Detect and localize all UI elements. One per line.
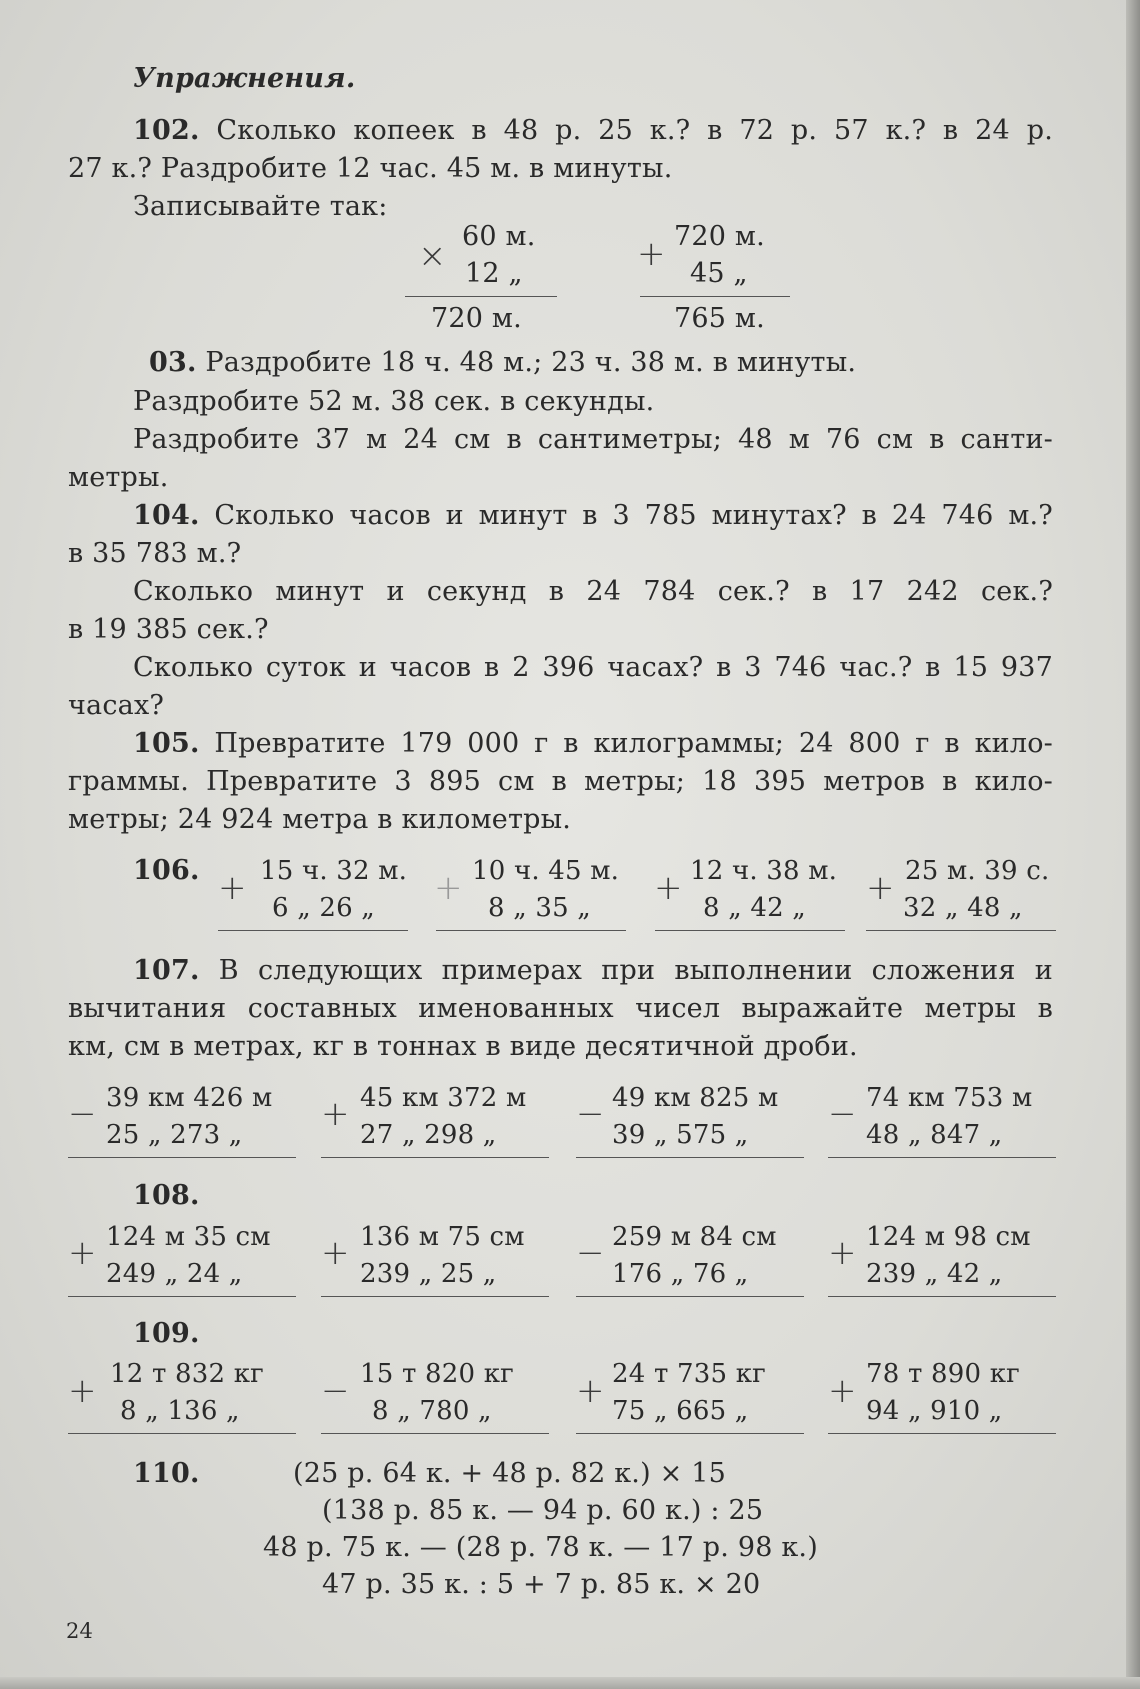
ex106-a-4: 25 м. 39 с. (905, 856, 1050, 886)
ex104-text1: Сколько часов и минут в 3 785 минутах? в 24 746 м.? (214, 500, 1053, 531)
ex106-a-3: 12 ч. 38 м. (690, 856, 838, 886)
ex108-sign-1: + (68, 1233, 97, 1273)
ex108-sign-2: + (321, 1233, 350, 1273)
mul-operand-b: 12 „ (465, 258, 523, 289)
ex109-sign-1: + (68, 1371, 97, 1411)
ex107-rule-3 (576, 1157, 804, 1158)
ex108-a-4: 124 м 98 см (866, 1222, 1031, 1252)
ex102-number: 102. (133, 115, 200, 146)
ex110-expr-2: (138 р. 85 к. — 94 р. 60 к.) : 25 (322, 1495, 764, 1526)
ex110-expr-4: 47 р. 35 к. : 5 + 7 р. 85 к. × 20 (322, 1569, 761, 1600)
ex107-a-3: 49 км 825 м (612, 1083, 779, 1113)
ex108-a-2: 136 м 75 см (360, 1222, 525, 1252)
ex105-line2: граммы. Превратите 3 895 см в метры; 18 395 метров в кило- (68, 766, 1053, 797)
ex104-line4: в 19 385 сек.? (68, 614, 269, 645)
ex108-rule-2 (321, 1296, 549, 1297)
ex104-line2: в 35 783 м.? (68, 538, 242, 569)
ex108-number: 108. (133, 1180, 200, 1211)
ex104-line6: часах? (68, 690, 165, 721)
ex107-sign-3: − (576, 1094, 605, 1134)
ex107-number: 107. (133, 955, 200, 986)
ex107-a-2: 45 км 372 м (360, 1083, 527, 1113)
ex109-a-1: 12 т 832 кг (110, 1359, 264, 1389)
ex106-rule-3 (655, 930, 845, 931)
ex104-line3: Сколько минут и секунд в 24 784 сек.? в 17 242 сек.? (133, 576, 1053, 607)
ex109-sign-4: + (828, 1371, 857, 1411)
mul-operand-a: 60 м. (462, 221, 536, 252)
ex108-rule-1 (68, 1296, 296, 1297)
ex104-line5: Сколько суток и часов в 2 396 часах? в 3 746 час.? в 15 937 (133, 652, 1053, 683)
ex107-sign-1: − (68, 1094, 97, 1134)
ex107-a-4: 74 км 753 м (866, 1083, 1033, 1113)
ex106-sign-4: + (866, 868, 895, 908)
ex107-b-4: 48 „ 847 „ (866, 1120, 1003, 1150)
ex106-sign-1: + (218, 868, 247, 908)
ex105-text1: Превратите 179 000 г в килограммы; 24 800 г в кило- (214, 728, 1053, 759)
ex106-rule-2 (436, 930, 626, 931)
ex102-line2: 27 к.? Раздробите 12 час. 45 м. в минуты. (68, 153, 673, 184)
ex107-rule-2 (321, 1157, 549, 1158)
add-rule (640, 296, 790, 297)
ex103-line1 (149, 347, 856, 379)
ex109-a-3: 24 т 735 кг (612, 1359, 766, 1389)
add-operand-b: 45 „ (690, 258, 748, 289)
page-edge-shadow (1126, 0, 1140, 1689)
ex106-a-2: 10 ч. 45 м. (472, 856, 620, 886)
ex108-rule-3 (576, 1296, 804, 1297)
ex106-b-2: 8 „ 35 „ (488, 893, 591, 923)
ex107-a-1: 39 км 426 м (106, 1083, 273, 1113)
add-operand-a: 720 м. (674, 221, 765, 252)
ex108-b-1: 249 „ 24 „ (106, 1259, 243, 1289)
ex106-b-3: 8 „ 42 „ (703, 893, 806, 923)
ex109-rule-2 (321, 1433, 549, 1434)
ex110-number: 110. (133, 1458, 200, 1489)
ex109-sign-2: − (321, 1371, 350, 1411)
ex107-rule-1 (68, 1157, 296, 1158)
ex109-b-3: 75 „ 665 „ (612, 1396, 749, 1426)
ex108-b-2: 239 „ 25 „ (360, 1259, 497, 1289)
ex103-number: 03. (149, 347, 197, 378)
ex109-rule-3 (576, 1433, 804, 1434)
ex108-sign-3: − (576, 1233, 605, 1273)
ex109-b-4: 94 „ 910 „ (866, 1396, 1003, 1426)
ex106-b-1: 6 „ 26 „ (272, 893, 375, 923)
ex108-b-4: 239 „ 42 „ (866, 1259, 1003, 1289)
ex103-text1: Раздробите 18 ч. 48 м.; 23 ч. 38 м. в минуты. (205, 347, 857, 378)
ex102-note: Записывайте так: (133, 191, 388, 222)
ex109-number: 109. (133, 1318, 200, 1349)
ex107-text1: В следующих примерах при выполнении сложения и (218, 955, 1053, 986)
ex108-b-3: 176 „ 76 „ (612, 1259, 749, 1289)
mul-result: 720 м. (431, 303, 522, 334)
mul-rule (405, 296, 557, 297)
ex109-rule-1 (68, 1433, 296, 1434)
ex103-line2: Раздробите 52 м. 38 сек. в секунды. (133, 386, 655, 417)
ex107-b-1: 25 „ 273 „ (106, 1120, 243, 1150)
plus-sign: + (637, 234, 666, 274)
ex106-rule-1 (218, 930, 408, 931)
ex107-sign-2: + (321, 1094, 350, 1134)
page-bottom-edge (0, 1677, 1140, 1689)
ex109-b-1: 8 „ 136 „ (120, 1396, 240, 1426)
ex107-b-3: 39 „ 575 „ (612, 1120, 749, 1150)
ex107-sign-4: − (828, 1094, 857, 1134)
ex104-line1 (133, 500, 1053, 532)
ex107-line2: вычитания составных именованных чисел выражайте метры в (68, 993, 1053, 1024)
ex109-b-2: 8 „ 780 „ (372, 1396, 492, 1426)
ex110-expr-3: 48 р. 75 к. — (28 р. 78 к. — 17 р. 98 к.) (263, 1532, 818, 1563)
ex108-a-1: 124 м 35 см (106, 1222, 271, 1252)
ex104-number: 104. (133, 500, 200, 531)
section-heading: Упражнения. (133, 63, 356, 94)
ex109-rule-4 (828, 1433, 1056, 1434)
ex109-a-4: 78 т 890 кг (866, 1359, 1020, 1389)
ex105-line1 (133, 728, 1053, 760)
ex108-rule-4 (828, 1296, 1056, 1297)
ex103-line3: Раздробите 37 м 24 см в сантиметры; 48 м 76 см в санти- (133, 424, 1053, 455)
ex109-sign-3: + (576, 1371, 605, 1411)
ex106-rule-4 (866, 930, 1056, 931)
page-number: 24 (66, 1619, 94, 1643)
ex102-line1 (133, 115, 1053, 147)
ex107-rule-4 (828, 1157, 1056, 1158)
ex107-b-2: 27 „ 298 „ (360, 1120, 497, 1150)
ex106-sign-3: + (654, 868, 683, 908)
ex106-b-4: 32 „ 48 „ (903, 893, 1023, 923)
ex108-a-3: 259 м 84 см (612, 1222, 777, 1252)
add-result: 765 м. (674, 303, 765, 334)
ex106-a-1: 15 ч. 32 м. (260, 856, 408, 886)
ex110-expr-1: (25 р. 64 к. + 48 р. 82 к.) × 15 (293, 1458, 726, 1489)
ex106-sign-2: + (434, 868, 463, 908)
ex102-text1: Сколько копеек в 48 р. 25 к.? в 72 р. 57 к.? в 24 р. (216, 115, 1053, 146)
ex105-number: 105. (133, 728, 200, 759)
ex103-line4: метры. (68, 462, 169, 493)
multiply-sign: × (418, 236, 447, 276)
ex109-a-2: 15 т 820 кг (360, 1359, 514, 1389)
ex107-line1 (133, 955, 1053, 987)
ex107-line3: км, см в метрах, кг в тоннах в виде десятичной дроби. (68, 1031, 858, 1062)
ex105-line3: метры; 24 924 метра в километры. (68, 804, 572, 835)
ex106-number: 106. (133, 855, 200, 886)
ex108-sign-4: + (828, 1233, 857, 1273)
